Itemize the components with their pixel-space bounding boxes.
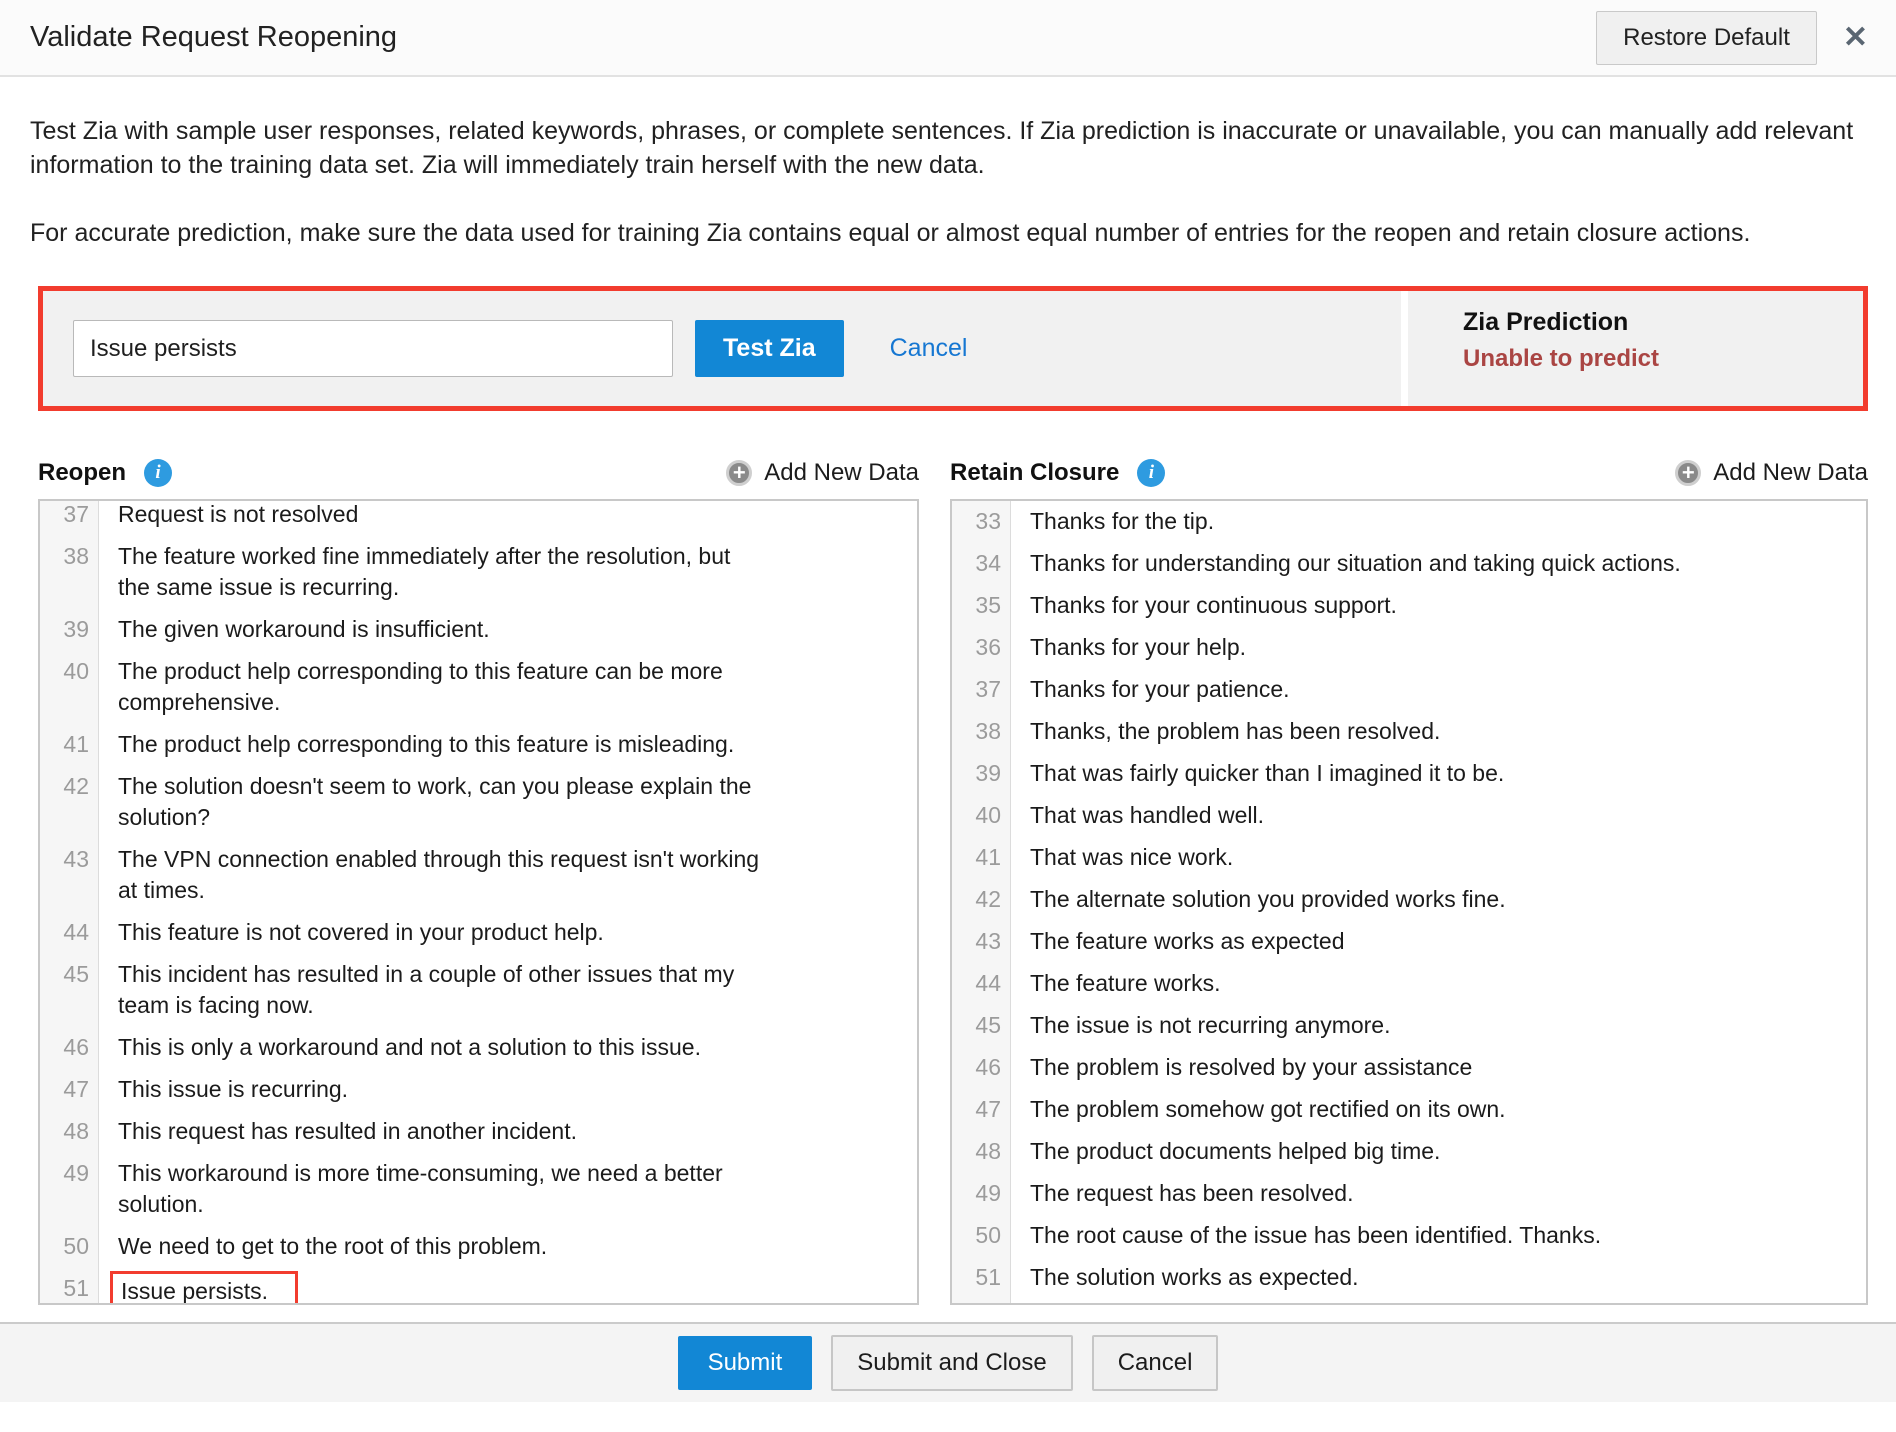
list-item[interactable] (952, 753, 1866, 795)
row-number: 46 (975, 1054, 1001, 1080)
test-section-highlight (38, 286, 1868, 411)
list-item[interactable] (952, 1215, 1866, 1257)
row-number: 47 (975, 1096, 1001, 1122)
retain-closure-column (950, 453, 1868, 1305)
row-number: 45 (975, 1012, 1001, 1038)
row-text: The given workaround is insufficient. (118, 616, 490, 642)
list-item[interactable] (952, 1173, 1866, 1215)
list-item[interactable] (40, 1226, 917, 1268)
retain-closure-training-list[interactable] (950, 499, 1868, 1305)
row-number: 50 (975, 1222, 1001, 1248)
row-text: The solution doesn't seem to work, can you please explain the solution? (118, 773, 752, 830)
training-data-columns (38, 453, 1868, 1305)
row-text: The root cause of the issue has been identified. Thanks. (1030, 1222, 1602, 1248)
test-phrase-input[interactable] (73, 320, 673, 377)
test-zia-button[interactable]: Test Zia (695, 320, 844, 377)
list-item[interactable] (952, 543, 1866, 585)
row-number: 38 (63, 543, 89, 569)
row-text: Thanks, the problem has been resolved. (1030, 718, 1441, 744)
row-number: 48 (975, 1138, 1001, 1164)
add-new-data-button-retain[interactable] (1675, 459, 1868, 487)
submit-and-close-button[interactable]: Submit and Close (831, 1335, 1072, 1391)
row-number: 45 (63, 961, 89, 987)
retain-column-header (950, 453, 1868, 493)
intro-paragraph-2: For accurate prediction, make sure the data used for training Zia contains equal or almost equal number of entries for the reopen and retain closure actions. (30, 219, 1751, 247)
row-number: 44 (63, 919, 89, 945)
row-number: 35 (975, 592, 1001, 618)
list-item[interactable] (952, 711, 1866, 753)
list-item[interactable] (40, 1111, 917, 1153)
list-item[interactable] (952, 501, 1866, 543)
row-number: 40 (63, 658, 89, 684)
row-number: 46 (63, 1034, 89, 1060)
list-item[interactable] (40, 499, 917, 536)
dialog-header (0, 0, 1896, 77)
row-text: This incident has resulted in a couple of other issues that my team is facing now. (118, 961, 735, 1018)
row-number: 40 (975, 802, 1001, 828)
intro-text (0, 114, 1896, 250)
zia-prediction-panel (1408, 291, 1863, 406)
row-text: This issue is recurring. (118, 1076, 349, 1102)
list-item[interactable] (952, 1257, 1866, 1299)
row-number: 36 (975, 634, 1001, 660)
row-text: This is only a workaround and not a solution to this issue. (118, 1034, 701, 1060)
list-item[interactable] (40, 839, 917, 912)
list-item[interactable] (40, 954, 917, 1027)
row-text: Thanks for your help. (1030, 634, 1247, 660)
row-text: Thanks for your patience. (1030, 676, 1290, 702)
row-number: 42 (63, 773, 89, 799)
row-text (98, 1268, 312, 1305)
row-text: This request has resulted in another incident. (118, 1118, 577, 1144)
row-text: The request has been resolved. (1030, 1180, 1354, 1206)
list-item[interactable] (952, 1005, 1866, 1047)
list-item[interactable] (952, 879, 1866, 921)
row-text: The feature worked fine immediately after the resolution, but the same issue is recurring. (118, 543, 731, 600)
row-text: The feature works. (1030, 970, 1221, 996)
plus-icon: + (726, 460, 752, 486)
row-number: 48 (63, 1118, 89, 1144)
list-item[interactable] (40, 724, 917, 766)
list-item[interactable] (952, 1047, 1866, 1089)
close-icon[interactable]: ✕ (1842, 20, 1868, 54)
list-item[interactable] (40, 766, 917, 839)
info-icon[interactable]: i (144, 459, 172, 487)
list-item[interactable] (40, 1027, 917, 1069)
row-text: The issue is not recurring anymore. (1030, 1012, 1391, 1038)
row-number: 49 (975, 1180, 1001, 1206)
row-text: The solution works as expected. (1030, 1264, 1359, 1290)
row-number: 51 (63, 1275, 89, 1301)
retain-closure-title: Retain Closure (950, 459, 1120, 486)
cancel-button[interactable]: Cancel (1092, 1335, 1219, 1391)
row-number: 47 (63, 1076, 89, 1102)
list-item[interactable] (952, 837, 1866, 879)
add-new-data-label: Add New Data (1713, 459, 1868, 486)
reopen-training-list[interactable] (38, 499, 919, 1305)
restore-default-button[interactable]: Restore Default (1596, 11, 1817, 65)
row-number: 44 (975, 970, 1001, 996)
row-text: The feature works as expected (1030, 928, 1345, 954)
list-item[interactable] (952, 921, 1866, 963)
reopen-column-header (38, 453, 919, 493)
list-item[interactable] (40, 1153, 917, 1226)
add-new-data-button-reopen[interactable] (726, 459, 919, 487)
test-input-panel (43, 291, 1401, 406)
row-number: 37 (63, 501, 89, 527)
row-number: 49 (63, 1160, 89, 1186)
row-text: The alternate solution you provided works fine. (1030, 886, 1506, 912)
dialog-footer (0, 1322, 1896, 1402)
list-item[interactable] (40, 609, 917, 651)
reopen-column (38, 453, 919, 1305)
row-text: That was fairly quicker than I imagined it to be. (1030, 760, 1505, 786)
row-text: The problem somehow got rectified on its own. (1030, 1096, 1506, 1122)
list-item[interactable] (40, 536, 917, 609)
row-text: The product help corresponding to this feature is misleading. (118, 731, 735, 757)
row-text: This feature is not covered in your product help. (118, 919, 604, 945)
row-number: 38 (975, 718, 1001, 744)
row-number: 43 (975, 928, 1001, 954)
row-number: 42 (975, 886, 1001, 912)
list-item[interactable] (952, 627, 1866, 669)
row-text: That was nice work. (1030, 844, 1234, 870)
row-text: The problem is resolved by your assistance (1030, 1054, 1473, 1080)
row-number: 43 (63, 846, 89, 872)
add-new-data-label: Add New Data (764, 459, 919, 486)
list-item[interactable] (952, 669, 1866, 711)
info-icon[interactable]: i (1137, 459, 1165, 487)
row-text: Thanks for understanding our situation and taking quick actions. (1030, 550, 1681, 576)
list-item[interactable] (952, 1089, 1866, 1131)
test-cancel-link[interactable]: Cancel (889, 334, 968, 362)
row-number: 39 (63, 616, 89, 642)
list-item[interactable] (952, 963, 1866, 1005)
row-text: Thanks for the tip. (1030, 508, 1215, 534)
list-item[interactable] (40, 1069, 917, 1111)
list-item[interactable] (40, 1268, 917, 1305)
row-text: That was handled well. (1030, 802, 1264, 828)
page-title: Validate Request Reopening (30, 21, 398, 53)
row-text: Request is not resolved (118, 501, 359, 527)
list-item[interactable] (40, 912, 917, 954)
row-number: 33 (975, 508, 1001, 534)
zia-prediction-value: Unable to predict (1463, 345, 1660, 372)
row-text: The product help corresponding to this feature can be more comprehensive. (118, 658, 723, 715)
plus-icon: + (1675, 460, 1701, 486)
list-item[interactable] (952, 585, 1866, 627)
row-text: This workaround is more time-consuming, we need a better solution. (118, 1160, 723, 1217)
reopen-title: Reopen (38, 459, 127, 486)
row-text: We need to get to the root of this problem. (118, 1233, 548, 1259)
row-number: 41 (975, 844, 1001, 870)
highlighted-entry: Issue persists. (110, 1271, 298, 1305)
row-number: 39 (975, 760, 1001, 786)
row-number: 51 (975, 1264, 1001, 1290)
row-number: 34 (975, 550, 1001, 576)
submit-button[interactable]: Submit (678, 1336, 813, 1390)
list-item[interactable] (952, 1131, 1866, 1173)
zia-prediction-title: Zia Prediction (1463, 308, 1629, 336)
row-text: Thanks for your continuous support. (1030, 592, 1397, 618)
intro-paragraph-1: Test Zia with sample user responses, related keywords, phrases, or complete sentences. If Zia prediction is inaccurate or unavailable, you can manually add relevant information to the training data set. Zia will immediately train herself with the new data. (30, 117, 1854, 179)
row-number: 41 (63, 731, 89, 757)
list-item[interactable] (952, 795, 1866, 837)
row-number: 37 (975, 676, 1001, 702)
row-number: 50 (63, 1233, 89, 1259)
row-text: The VPN connection enabled through this request isn't working at times. (118, 846, 760, 903)
row-text: The product documents helped big time. (1030, 1138, 1441, 1164)
list-item[interactable] (40, 651, 917, 724)
